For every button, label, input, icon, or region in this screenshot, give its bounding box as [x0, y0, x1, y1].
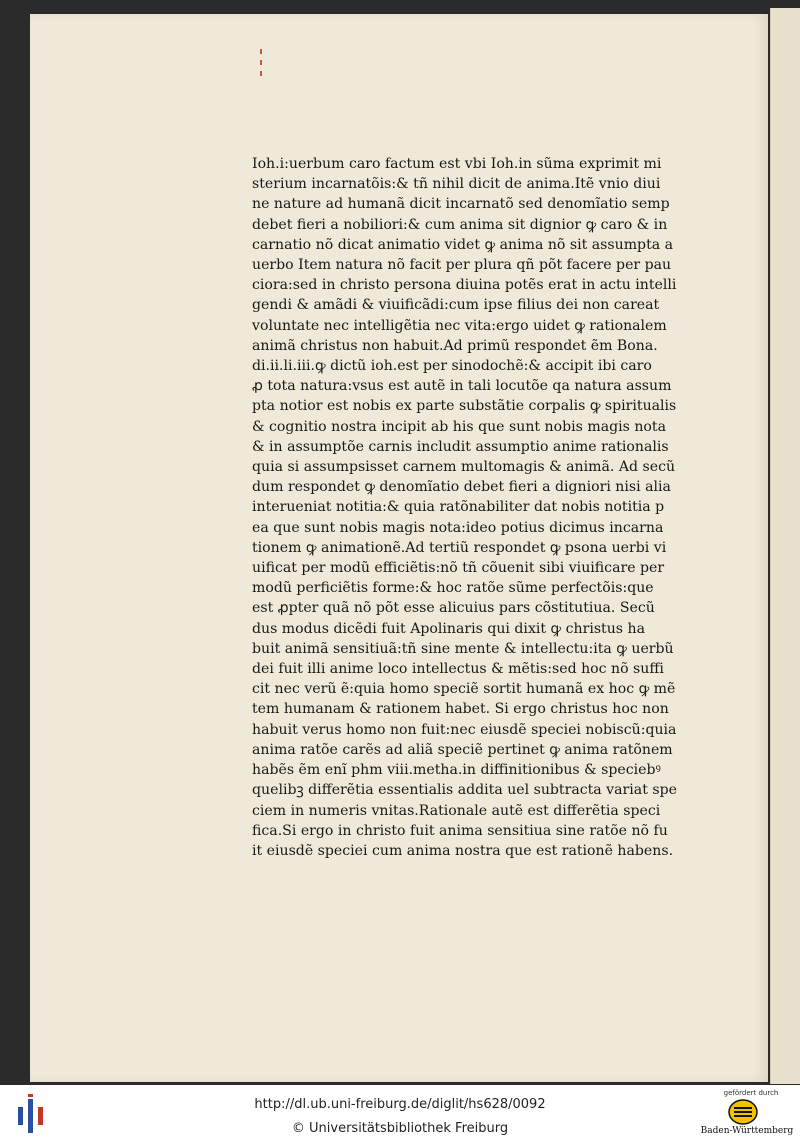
- text-line: it eiusdẽ speciei cum anima nostra que est rationẽ habens.: [252, 842, 674, 859]
- text-line: ea que sunt nobis magis nota:ideo potius dicimus incarna: [252, 519, 664, 536]
- viewer-footer: [0, 1085, 800, 1142]
- text-line: habẽs ẽm enĩ phm viii.metha.in diffinitionibus & speciebꝰ: [252, 762, 661, 779]
- sponsor-caption: gefördert durch: [723, 1089, 779, 1097]
- text-line: Ioh.i:uerbum caro factum est vbi Ioh.in sũma exprimit mi: [252, 156, 662, 172]
- text-line: gendi & amãdi & viuificãdi:cum ipse filius dei non careat: [252, 297, 660, 314]
- text-line: uerbo Item natura nõ facit per plura qñ põt facere per pau: [252, 257, 672, 274]
- text-line: di.ii.li.iii.ꝙ dictũ ioh.est per sinodochẽ:& accipit ibi caro: [252, 358, 652, 375]
- text-line: carnatio nõ dicat animatio videt ꝙ anima nõ sit assumpta a: [252, 236, 674, 253]
- copyright-notice: © Universitätsbibliothek Freiburg: [291, 1121, 509, 1136]
- text-line: tionem ꝙ animationẽ.Ad tertiũ respondet ꝙ psona uerbi vi: [252, 539, 667, 556]
- text-line: interueniat notitia:& quia ratõnabiliter dat nobis notitia p: [252, 499, 665, 516]
- page-text: [252, 154, 714, 861]
- text-line: pta notior est nobis ex parte substãtie corpalis ꝙ spiritualis: [252, 398, 677, 415]
- text-line: dum respondet ꝙ denomĩatio debet fieri a digniori nisi alia: [252, 479, 671, 496]
- text-line: sterium incarnatõis:& tñ nihil dicit de anima.Itẽ vnio diui: [252, 176, 661, 193]
- text-line: & in assumptõe carnis includit assumptio anime rationalis: [252, 438, 669, 455]
- red-margin-mark: [260, 49, 262, 81]
- text-line: uificat per modũ efficiẽtis:nõ tñ cõuenit sibi viuificare per: [252, 560, 665, 577]
- sponsor-name: Baden-Württemberg: [700, 1126, 794, 1136]
- text-line: ciem in numeris vnitas.Rationale autẽ est differẽtia speci: [252, 802, 661, 819]
- text-line: fica.Si ergo in christo fuit anima sensitiua sine ratõe nõ fu: [252, 822, 668, 839]
- text-line: quelibꝫ differẽtia essentialis addita uel subtracta variat spe: [252, 782, 677, 799]
- text-line: cit nec verũ ẽ:quia homo speciẽ sortit humanã ex hoc ꝙ mẽ: [252, 681, 676, 698]
- text-line: ciora:sed in christo persona diuina potẽs erat in actu intelli: [252, 277, 677, 294]
- text-line: dei fuit illi anime loco intellectus & mẽtis:sed hoc nõ suffi: [252, 661, 664, 678]
- text-line: debet fieri a nobiliori:& cum anima sit dignior ꝙ caro & in: [252, 216, 668, 233]
- text-line: est ꝓpter quã nõ põt esse alicuius pars cõstitutiua. Secũ: [252, 600, 655, 617]
- text-line: dus modus dicẽdi fuit Apolinaris qui dixit ꝙ christus ha: [252, 620, 645, 637]
- text-line: ꝓ tota natura:vsus est autẽ in tali locutõe qa natura assum: [252, 378, 672, 395]
- state-coat-of-arms-icon: [727, 1099, 759, 1125]
- text-line: voluntate nec intelligẽtia nec vita:ergo uidet ꝙ rationalem: [252, 317, 667, 334]
- text-line: modũ perficiẽtis forme:& hoc ratõe sũme perfectõis:que: [252, 580, 654, 597]
- text-line: anima ratõe carẽs ad aliã speciẽ pertinet ꝙ anima ratõnem: [252, 741, 673, 758]
- text-line: animã christus non habuit.Ad primũ respondet ẽm Bona.: [252, 337, 658, 354]
- text-line: ne nature ad humanã dicit incarnatõ sed denomĩatio semp: [252, 196, 670, 213]
- page-url-link[interactable]: http://dl.ub.uni-freiburg.de/diglit/hs628/0092: [254, 1097, 546, 1112]
- facing-page-edge: [770, 8, 800, 1084]
- book-page: [30, 14, 768, 1082]
- text-line: buit animã sensitiuã:tñ sine mente & intellectu:ita ꝙ uerbũ: [252, 640, 674, 657]
- text-line: tem humanam & rationem habet. Si ergo christus hoc non: [252, 701, 669, 718]
- text-line: & cognitio nostra incipit ab his que sunt nobis magis nota: [252, 418, 666, 435]
- text-line: habuit verus homo non fuit:nec eiusdẽ speciei nobiscũ:quia: [252, 721, 677, 738]
- text-line: quia si assumpsisset carnem multomagis & animã. Ad secũ: [252, 459, 676, 476]
